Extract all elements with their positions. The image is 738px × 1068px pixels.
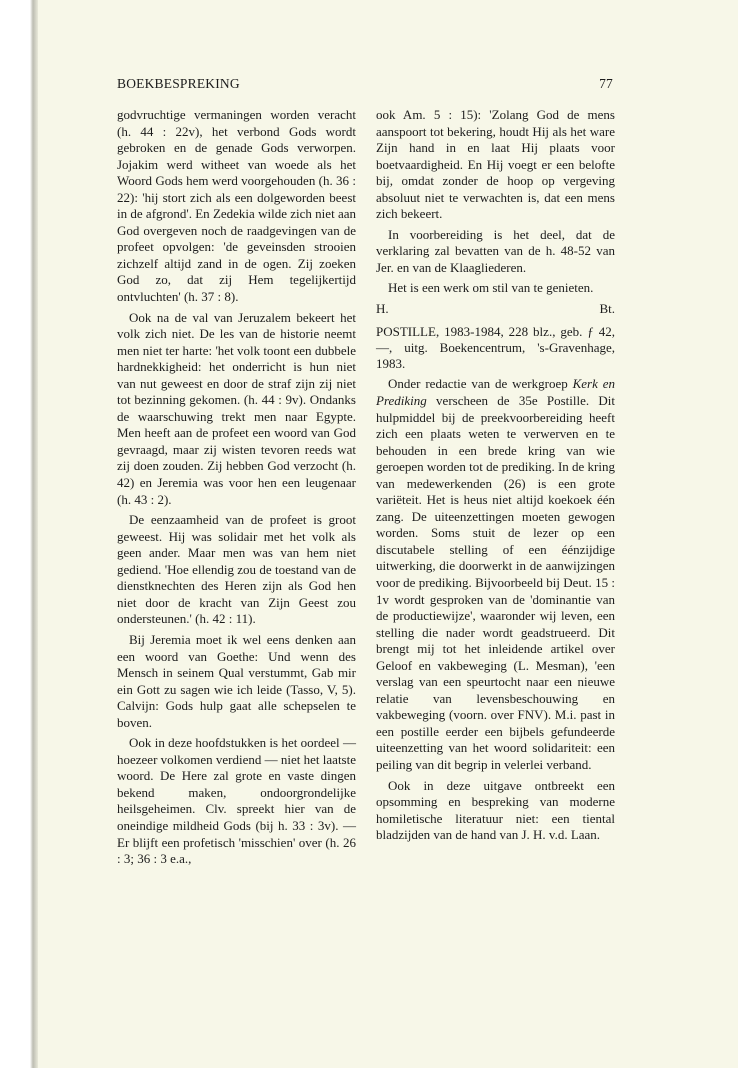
- paragraph: Ook in deze uitgave ontbreekt een opsomming en bespreking van moderne homiletische literatuur niet: een tiental bladzijden van de hand van J. H. v.d. Laan.: [376, 777, 615, 843]
- left-column: [117, 107, 356, 872]
- paragraph: Bij Jeremia moet ik wel eens denken aan een woord van Goethe: Und wenn des Mensch in seinem Qual verstummt, Gab mir ein Gott zu sagen wie ich leide (Tasso, V, 5). Calvijn: Gods hulp gaat alle schepselen te boven.: [117, 631, 356, 730]
- paragraph-start: Onder redactie van de werkgroep: [388, 376, 568, 392]
- paragraph-rest: verscheen de 35e Postille. Dit hulpmiddel bij de preekvoorbereiding heeft zich een plaats weten te verwerven en te behouden in een brede kring van wie geroepen worden tot de prediking. In de kring van medewerkenden (26) is een grote variëteit. Het is heus niet altijd koekoek één zang. De uiteenzettingen moeten gewogen worden. Soms stuit de lezer op een discutabele stelling of een éénzijdige uitwerking, die doorwerkt in de aanwijzingen voor de prediking. Bijvoorbeeld bij Deut. 15 : 1v wordt gesproken van de 'dominantie van de productiewijze', waaronder wij leven, een stelling die nader wordt geadstrueerd. Dit brengt mij tot het inleidende artikel over Geloof en vakbeweging (L. Mesman), 'een verslag van een speurtocht naar een nieuwe relatie van levensbeschouwing en vakbeweging (voorn. over FNV). M.i. past in een postille eerder een bijbels gefundeerde uiteenzetting van het woord solidariteit: een peiling van dit begrip in velerlei verband.: [376, 393, 615, 773]
- right-column: [376, 107, 615, 872]
- paragraph: [376, 376, 615, 773]
- italic-title: Kerk en Prediking: [376, 376, 616, 408]
- paragraph: ook Am. 5 : 15): 'Zolang God de mens aanspoort tot bekering, houdt Hij als het ware Zijn hand in en laat Hij plaats voor boetvaardigheid. En Hij voegt er een belofte bij, omdat zonder de hoop op vergeving absoluut niet te verwachten is, dat een mens zich bekeert.: [376, 107, 615, 222]
- reviewer-signature: [376, 301, 615, 318]
- running-header: [117, 76, 613, 92]
- paragraph: In voorbereiding is het deel, dat de verklaring zal bevatten van de h. 48-52 van Jer. en van de Klaagliederen.: [376, 226, 615, 275]
- review-heading: POSTILLE, 1983-1984, 228 blz., geb. ƒ 42,—, uitg. Boekencentrum, 's-Gravenhage, 1983.: [376, 323, 615, 372]
- binding-edge: [0, 0, 38, 1068]
- running-title: BOEKBESPREKING: [117, 76, 240, 91]
- paragraph: De eenzaamheid van de profeet is groot geweest. Hij was solidair met het volk als geen ander. Maar men was van hem niet gediend. 'Hoe ellendig zou de toestand van de dienstknechten des Heren zijn als God hen niet door de kracht van Zijn Geest zou ondersteunen.' (h. 42 : 11).: [117, 512, 356, 627]
- page-number: 77: [599, 76, 613, 91]
- paragraph: godvruchtige vermaningen worden veracht (h. 44 : 22v), het verbond Gods wordt gebroken en de genade Gods verworpen. Jojakim werd witheet van woede als het Woord Gods hem werd voorgehouden (h. 36 : 22): 'hij stort zich als een dolgeworden beest in de afgrond'. En Zedekia wilde zich niet aan God overgeven noch de raadgevingen van de profeet opvolgen: 'de geveinsden strooien zichzelf altijd zand in de ogen. Zij zoeken God zo, dat zij Hem tegelijkertijd ontvluchten' (h. 37 : 8).: [117, 107, 356, 305]
- text-columns: [117, 107, 615, 872]
- paragraph: Ook na de val van Jeruzalem bekeert het volk zich niet. De les van de historie neemt men niet ter harte: 'het volk toont een dubbele hardnekkigheid: het onderricht is hun niet van nut geweest en door de straf zijn zij niet tot bezinning gekomen. (h. 44 : 9v). Ondanks de waarschuwing trekt men naar Egypte. Men heeft aan de profeet een woord van God gevraagd, maar zij wisten tevoren reeds wat zij doen zouden. Zij hebben God verzocht (h. 42) en Jeremia was voor hen een leugenaar (h. 43 : 2).: [117, 309, 356, 507]
- signature-initial: H.: [376, 301, 389, 317]
- paragraph: Het is een werk om stil van te genieten.: [388, 280, 594, 296]
- paragraph: Ook in deze hoofdstukken is het oordeel — hoezeer volkomen verdiend — niet het laatste woord. De Here zal grote en vaste dingen bekend maken, ondoorgrondelijke heilsgeheimen. Clv. spreekt hier van de oneindige mildheid Gods (bij h. 33 : 3v). — Er blijft een profetisch 'misschien' over (h. 26 : 3; 36 : 3 e.a.,: [117, 735, 356, 867]
- signature-reviewer: Bt.: [599, 301, 615, 317]
